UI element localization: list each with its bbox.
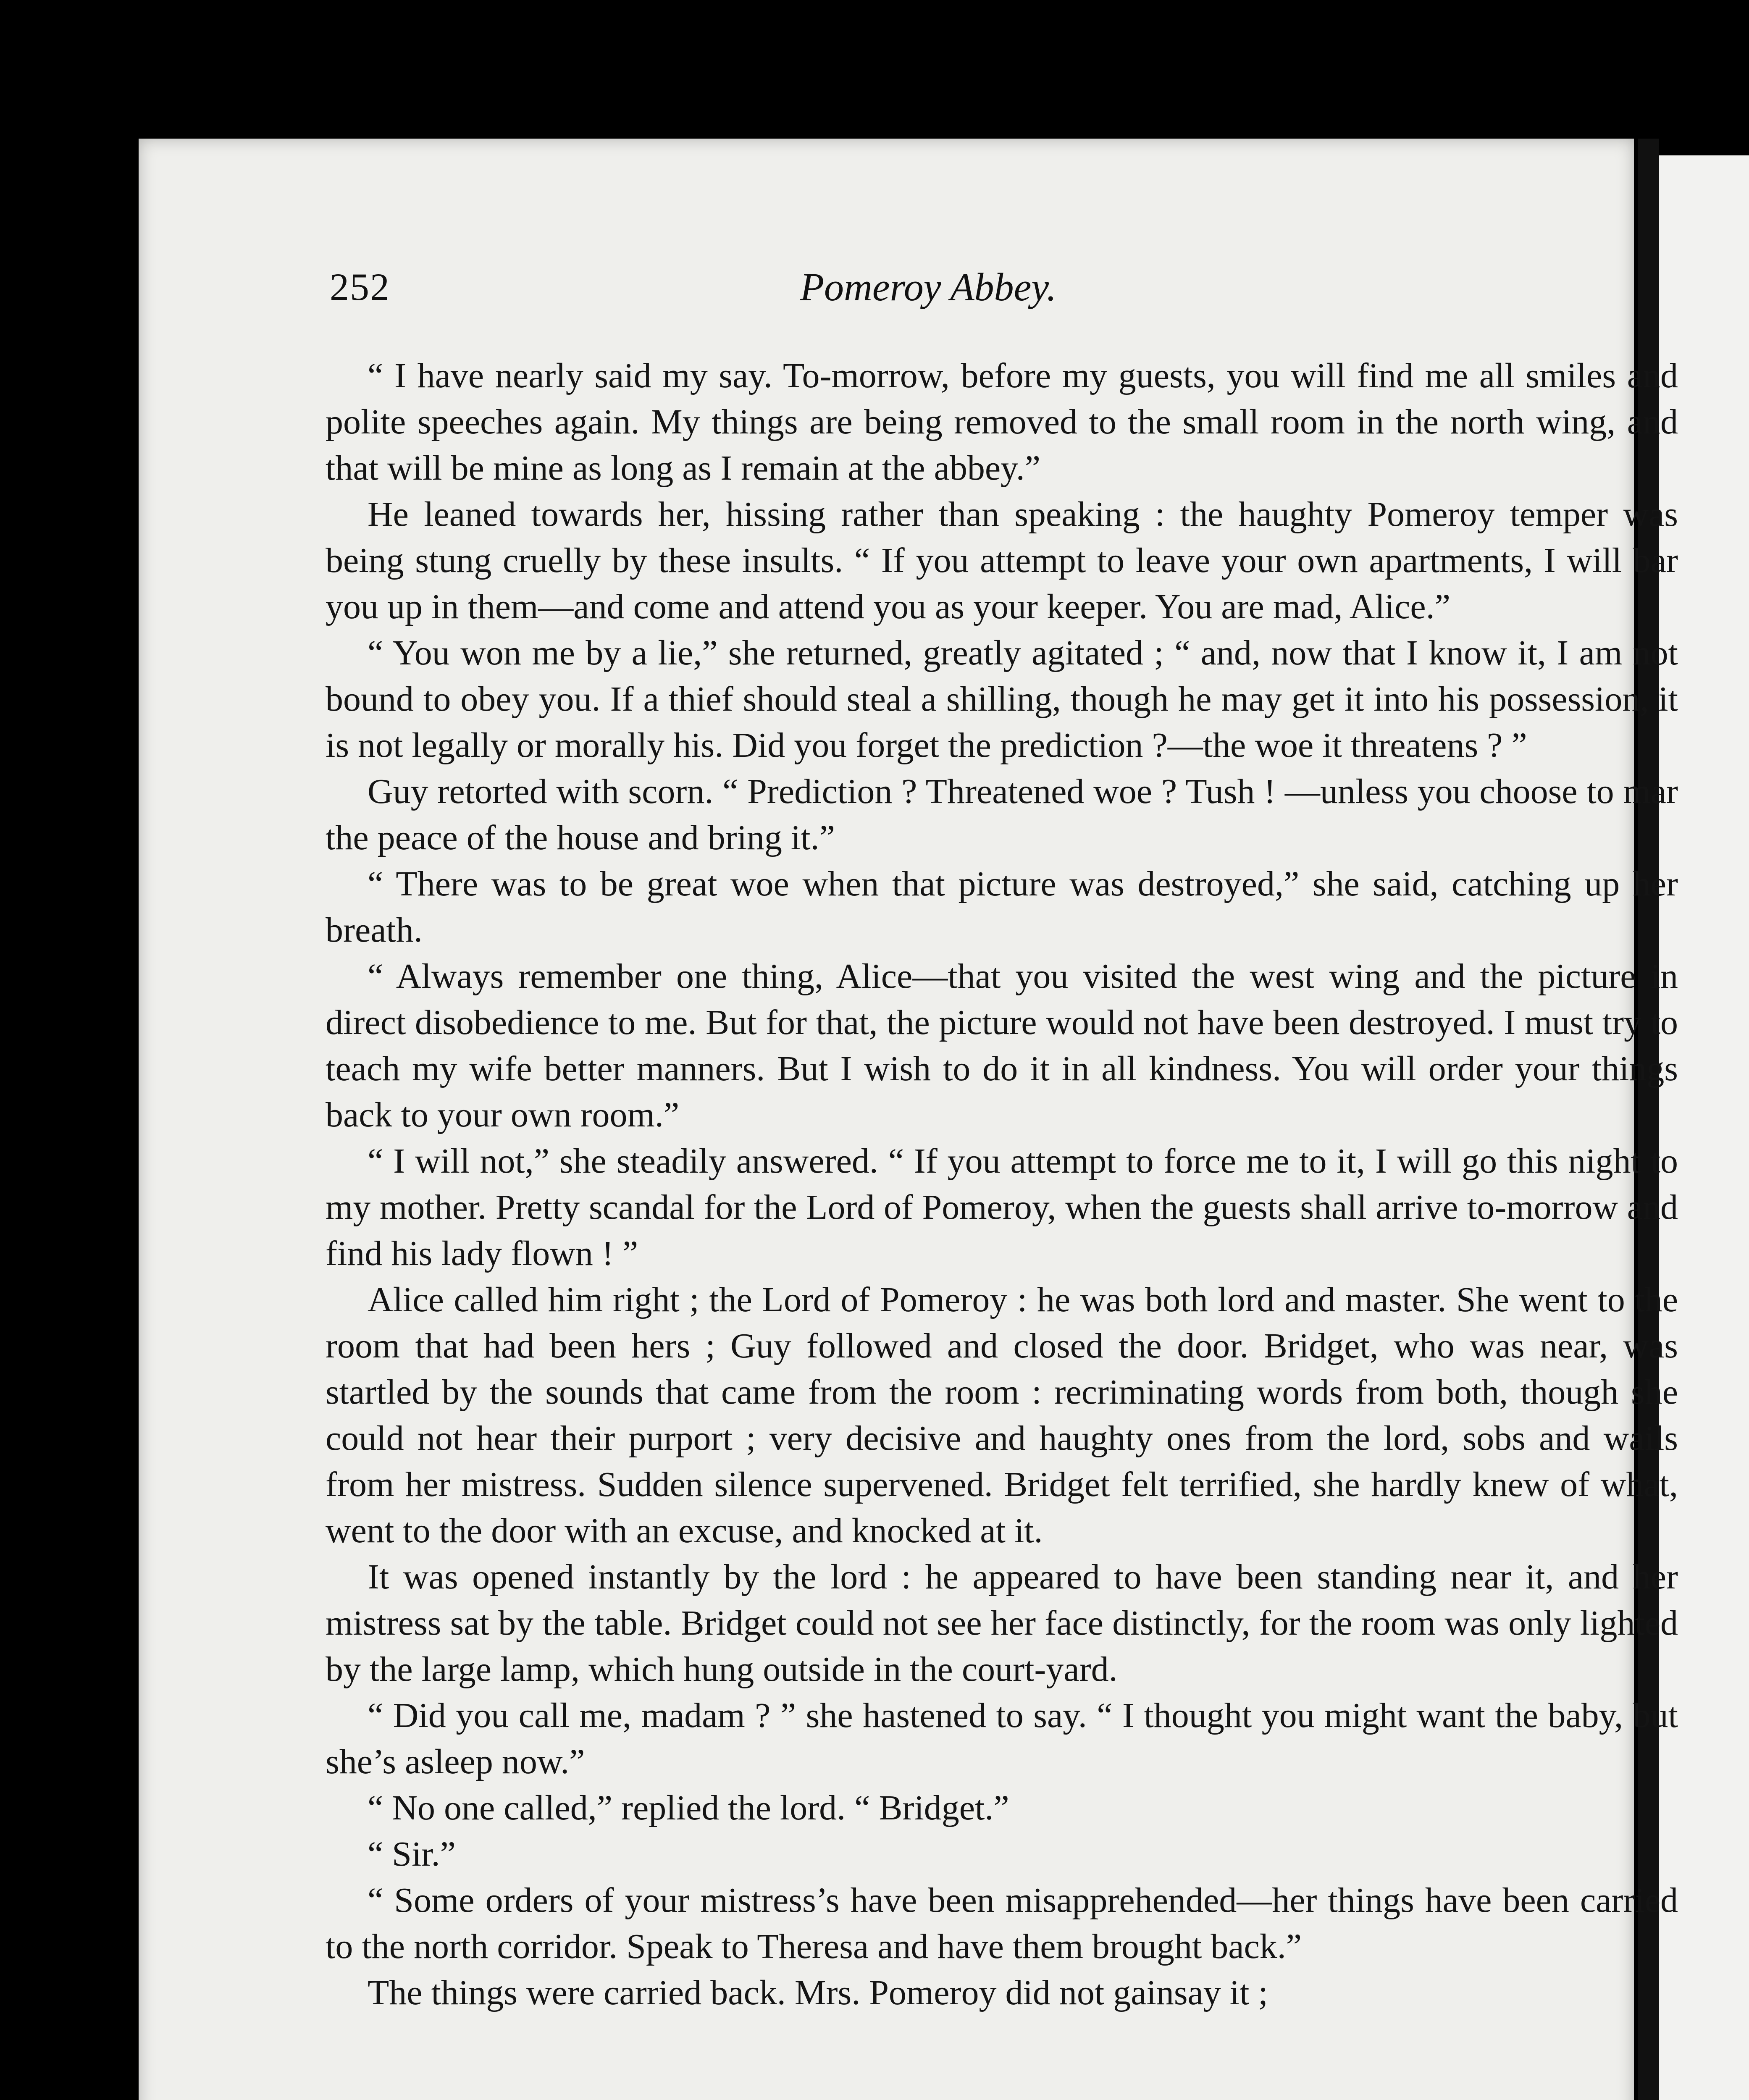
page-title: Pomeroy Abbey. (800, 265, 1057, 309)
paragraph: “ You won me by a lie,” she returned, greatly agitated ; “ and, now that I know it, I am not bound to obey you. If a thief should steal a shilling, though he may get it into his possession, it is not legally or morally his. Did you forget the prediction ?—the woe it threatens ? ” (326, 633, 1678, 765)
paragraph: “ There was to be great woe when that picture was destroyed,” she said, catching up her breath. (326, 864, 1678, 950)
paragraph: “ Always remember one thing, Alice—that you visited the west wing and the picture in direct disobedience to me. But for that, the picture would not have been destroyed. I must try to teach my wife better manners. But I wish to do it in all kindness. You will order your things back to your own room.” (326, 957, 1678, 1134)
paragraph: Guy retorted with scorn. “ Prediction ? Threatened woe ? Tush ! —unless you choose to mar the peace of the house and bring it.” (326, 772, 1678, 857)
paragraph: “ No one called,” replied the lord. “ Bridget.” (368, 1788, 1009, 1827)
page-number: 252 (330, 265, 390, 308)
paragraph: “ Some orders of your mistress’s have been misapprehended—her things have been carried to the north corridor. Speak to Theresa and have them brought back.” (326, 1881, 1678, 1966)
paragraph: “ I have nearly said my say. To-morrow, before my guests, you will find me all smiles and polite speeches again. My things are being removed to the small room in the north wing, and that will be mine as long as I remain at the abbey.” (326, 356, 1678, 488)
paragraph: Alice called him right ; the Lord of Pomeroy : he was both lord and master. She went to the room that had been hers ; Guy followed and closed the door. Bridget, who was near, was startled by the sounds that came from the room : recriminating words from both, though she could not hear their purport ; very decisive and haughty ones from the lord, sobs and wails from her mistress. Sudden silence supervened. Bridget felt terrified, she hardly knew of what, went to the door with an excuse, and knocked at it. (326, 1280, 1678, 1550)
paragraph: The things were carried back. Mrs. Pomeroy did not gainsay it ; (368, 1973, 1268, 2012)
paragraph: “ Did you call me, madam ? ” she hastened to say. “ I thought you might want the baby, but she’s asleep now.” (326, 1696, 1678, 1781)
paragraph: He leaned towards her, hissing rather than speaking : the haughty Pomeroy temper was being stung cruelly by these insults. “ If you attempt to leave your own apartments, I will bar you up in them—and come and attend you as your keeper. You are mad, Alice.” (326, 495, 1678, 626)
body-text (326, 353, 1678, 2016)
paragraph: “ Sir.” (368, 1835, 456, 1874)
book-page (139, 139, 1678, 2100)
paragraph: It was opened instantly by the lord : he appeared to have been standing near it, and her mistress sat by the table. Bridget could not see her face distinctly, for the room was only lighted by the large lamp, which hung outside in the court-yard. (326, 1557, 1678, 1689)
running-head (139, 265, 1634, 323)
paragraph: “ I will not,” she steadily answered. “ If you attempt to force me to it, I will go this night to my mother. Pretty scandal for the Lord of Pomeroy, when the guests shall arrive to-morrow and find his lady flown ! ” (326, 1142, 1678, 1273)
